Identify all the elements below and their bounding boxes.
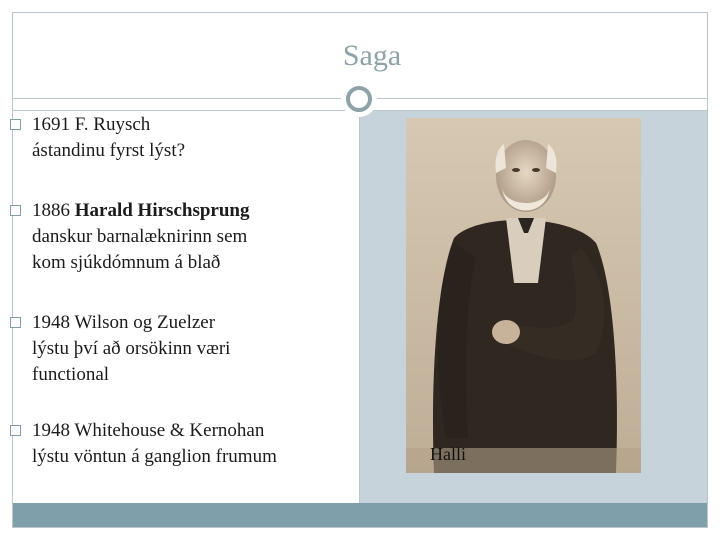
- checkbox-square-icon: [10, 317, 21, 328]
- portrait-figure: [406, 118, 641, 473]
- bullet-head-text: 1691 F. Ruysch: [32, 114, 151, 135]
- footer-bar: [13, 503, 707, 527]
- bullet-item: [10, 112, 344, 164]
- bullet-item: [10, 310, 344, 388]
- checkbox-square-icon: [10, 119, 21, 130]
- bullet-sub-line: functional: [32, 364, 110, 385]
- bullet-head: [10, 198, 344, 224]
- checkbox-square-icon: [10, 425, 21, 436]
- bullet-sub-line: lýstu vöntun á ganglion frumum: [32, 446, 277, 467]
- bullet-head-text: 1948 Whitehouse & Kernohan: [32, 420, 265, 441]
- bullet-sub-line: ástandinu fyrst lýst?: [32, 140, 186, 161]
- bullet-item: [10, 198, 344, 276]
- ring-ornament-icon: [341, 81, 377, 117]
- checkbox-square-icon: [10, 205, 21, 216]
- bullet-head-text: 1886: [32, 200, 75, 221]
- bullet-sub-line: lýstu því að orsökinn væri: [32, 338, 231, 359]
- bullet-head: [10, 112, 344, 138]
- photo-caption: Halli: [430, 444, 466, 464]
- bullet-head-text: 1948 Wilson og Zuelzer: [32, 312, 216, 333]
- bullet-item: [10, 418, 344, 470]
- bullet-sub-line: danskur barnalæknirinn sem: [32, 226, 248, 247]
- bullet-head: [10, 418, 344, 444]
- bullet-sub-line: kom sjúkdómnum á blað: [32, 252, 221, 273]
- ring-inner: [346, 86, 372, 112]
- bullet-head: [10, 310, 344, 336]
- bullet-head-bold: Harald Hirschsprung: [74, 200, 250, 221]
- portrait-photo: [406, 118, 641, 473]
- slide-title: Saga: [342, 39, 402, 72]
